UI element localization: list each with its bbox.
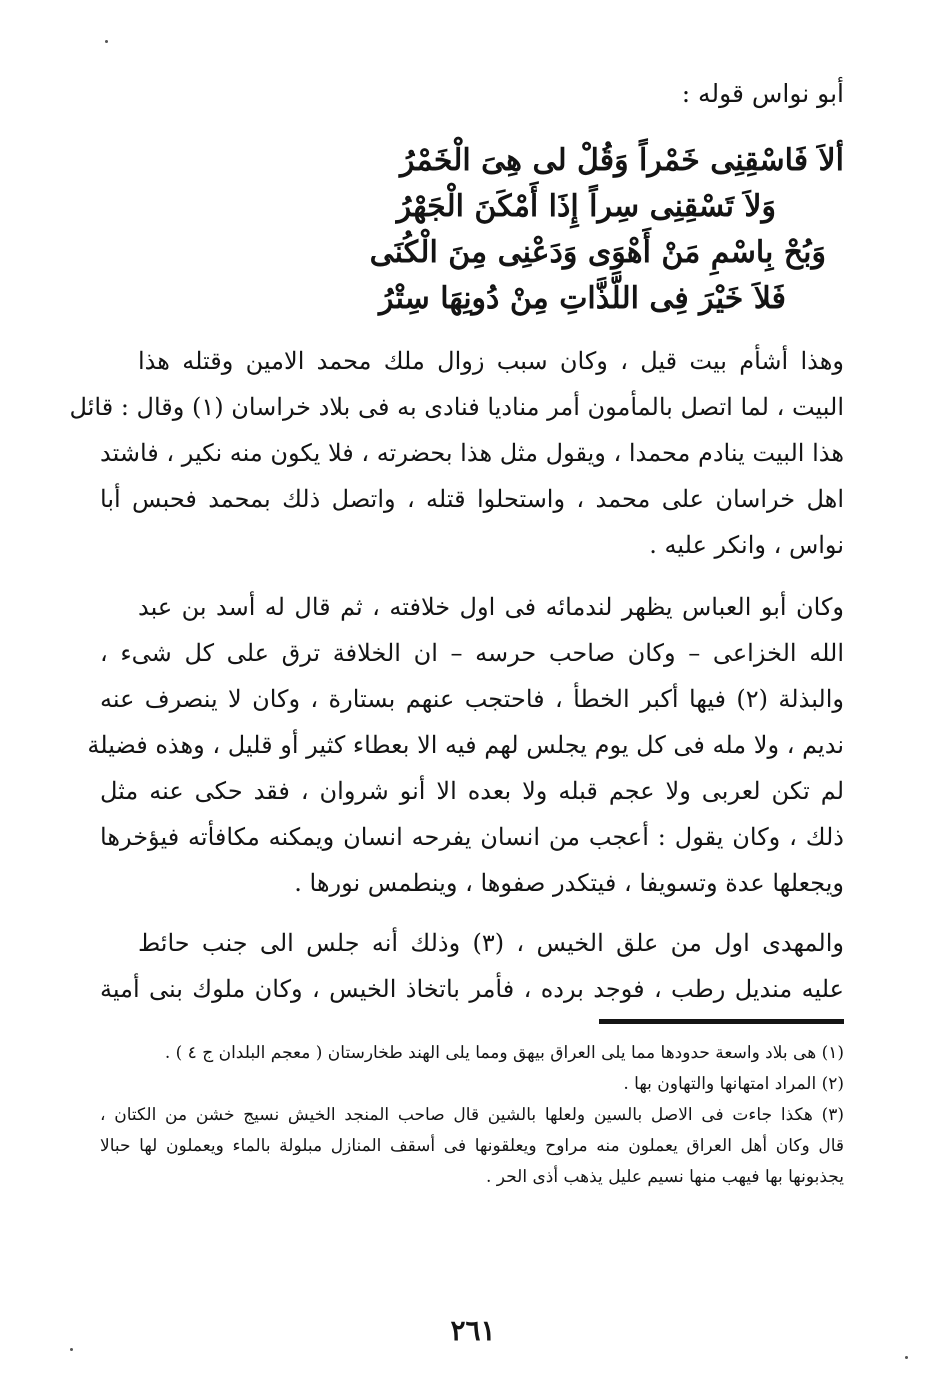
paragraph-2-line-3: والبذلة (٢) فيها أكبر الخطأ ، فاحتجب عنهم بستارة ، وكان لا ينصرف عنه [100,685,845,713]
footnote-2: (٢) المراد امتهانها والتهاون بها . [623,1074,844,1094]
page-number: ٢٦١ [450,1314,496,1347]
paragraph-2-line-7: ويجعلها عدة وتسويفا ، فيتكدر صفوها ، وينطمس نورها . [294,869,844,897]
paragraph-2-line-2: الله الخزاعى – وكان صاحب حرسه – ان الخلافة ترق على كل شىء ، [100,639,844,667]
paragraph-1-line-5: نواس ، وانكر عليه . [649,531,844,559]
paragraph-2-line-4: نديم ، ولا مله فى كل يوم يجلس لهم فيه الا بعطاء كثير أو قليل ، وهذه فضيلة [87,731,844,759]
paragraph-1-line-4: اهل خراسان على محمد ، واستحلوا قتله ، واتصل ذلك بمحمد فحبس أبا [100,485,844,513]
footnote-1: (١) هى بلاد واسعة حدودها مما يلى العراق بيهق ومما يلى الهند طخارستان ( معجم البلدان ج ٤ ) . [164,1043,844,1063]
poem-verse-3: وَبُحْ بِاسْمِ مَنْ أَهْوَى وَدَعْنِى مِنَ الْكُنَى [369,235,826,270]
paragraph-1-line-3: هذا البيت ينادم محمدا ، ويقول مثل هذا بحضرته ، فلا يكون منه نكير ، فاشتد [100,439,844,467]
poem-verse-1: ألاَ فَاسْقِنِى خَمْراً وَقُلْ لى هِىَ الْخَمْرُ [400,143,844,178]
footnote-separator [599,1019,844,1024]
paragraph-2-line-1: وكان أبو العباس يظهر لندمائه فى اول خلافته ، ثم قال له أسد بن عبد [138,593,844,621]
footnote-3-line-1: (٣) هكذا جاءت فى الاصل بالسين ولعلها بالشين قال صاحب المنجد الخيش نسيج خشن من الكتان ، [100,1105,844,1125]
footnote-3-line-3: يجذبونها بها فيهب منها نسيم عليل يذهب أذى الحر . [486,1167,844,1187]
poem-verse-2: وَلاَ تَسْقِنِى سِراً إِذَا أَمْكَنَ الْجَهْرُ [396,189,776,224]
section-intro: أبو نواس قوله : [681,79,844,108]
scan-speck [70,1348,73,1351]
paragraph-3-line-2: عليه منديل رطب ، فوجد برده ، فأمر باتخاذ الخيس ، وكان ملوك بنى أمية [100,975,844,1003]
paragraph-1-line-2: البيت ، لما اتصل بالمأمون أمر مناديا فنادى به فى بلاد خراسان (١) وقال : قائل [69,393,844,421]
paragraph-3-line-1: والمهدى اول من علق الخيس ، (٣) وذلك أنه جلس الى جنب حائط [138,929,844,957]
footnote-3-line-2: قال وكان أهل العراق يعملون منه مراوح ويعلقونها فى أسقف المنازل مبلولة بالماء ويعملون لها حبالا [100,1136,844,1156]
scan-speck [105,40,108,43]
paragraph-2-line-6: ذلك ، وكان يقول : أعجب من انسان يفرحه انسان ويمكنه مكافأته فيؤخرها [100,823,844,851]
scan-speck [905,1356,908,1359]
paragraph-2-line-5: لم تكن لعربى ولا عجم قبله ولا بعده الا أنو شروان ، فقد حكى عنه مثل [100,777,845,805]
paragraph-1-line-1: وهذا أشأم بيت قيل ، وكان سبب زوال ملك محمد الامين وقتله هذا [138,347,844,375]
poem-verse-4: فَلاَ خَيْرَ فِى اللَّذَّاتِ مِنْ دُونِهَا سِتْرُ [379,281,786,316]
